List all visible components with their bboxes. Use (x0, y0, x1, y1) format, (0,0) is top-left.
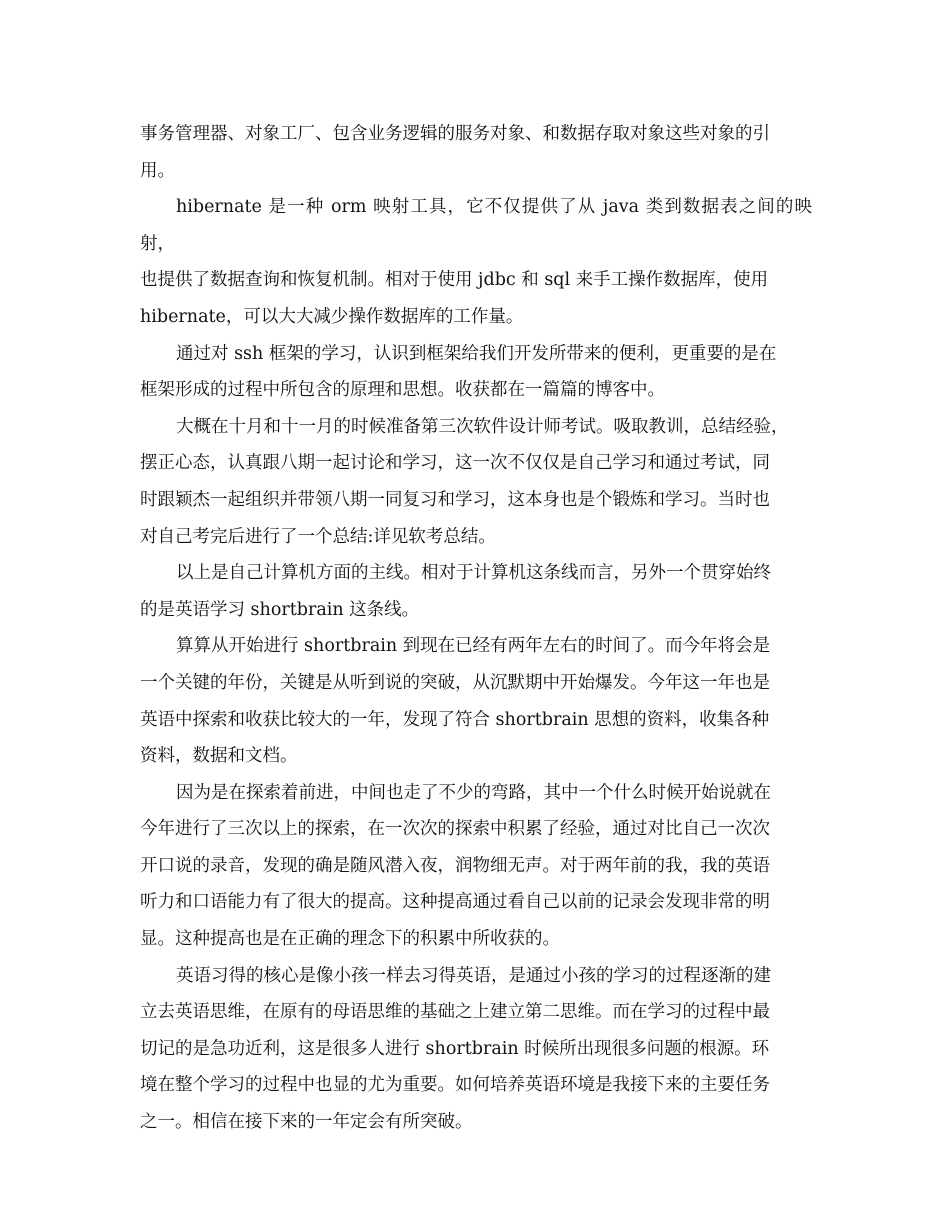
text-line: 框架形成的过程中所包含的原理和思想。收获都在一篇篇的博客中。 (140, 380, 665, 401)
paragraph (140, 775, 812, 958)
text-line: 之一。相信在接下来的一年定会有所突破。 (140, 1112, 473, 1133)
text-line: 英语中探索和收获比较大的一年，发现了符合 shortbrain 思想的资料，收集各种 (140, 709, 770, 730)
paragraph (140, 555, 812, 628)
text-line: hibernate 是一种 orm 映射工具，它不仅提供了从 java 类到数据表之间的映射， (140, 197, 812, 254)
text-line: 今年进行了三次以上的探索，在一次次的探索中积累了经验，通过对比自己一次次 (140, 819, 770, 840)
text-line: 一个关键的年份，关键是从听到说的突破，从沉默期中开始爆发。今年这一年也是 (140, 672, 770, 693)
text-line: 大概在十月和十一月的时候准备第三次软件设计师考试。吸取教训，总结经验， (176, 416, 789, 437)
paragraph (140, 116, 812, 189)
paragraph (140, 958, 812, 1141)
text-line: 用。 (140, 160, 175, 181)
text-line: 通过对 ssh 框架的学习，认识到框架给我们开发所带来的便利，更重要的是在 (176, 343, 777, 364)
text-line: 也提供了数据查询和恢复机制。相对于使用 jdbc 和 sql 来手工操作数据库，使用 (140, 270, 769, 291)
text-line: 摆正心态，认真跟八期一起讨论和学习，这一次不仅仅是自己学习和通过考试，同 (140, 453, 770, 474)
paragraph (140, 336, 812, 409)
text-line: 资料，数据和文档。 (140, 746, 298, 767)
body-text (140, 116, 812, 1141)
paragraph (140, 628, 812, 774)
text-line: 显。这种提高也是在正确的理念下的积累中所收获的。 (140, 929, 560, 950)
paragraph (140, 189, 812, 335)
text-line: 事务管理器、对象工厂、包含业务逻辑的服务对象、和数据存取对象这些对象的引 (140, 124, 770, 144)
text-line: 切记的是急功近利，这是很多人进行 shortbrain 时候所出现很多问题的根源。环 (140, 1038, 770, 1059)
text-line: 听力和口语能力有了很大的提高。这种提高通过看自己以前的记录会发现非常的明 (140, 892, 770, 913)
text-line: 立去英语思维，在原有的母语思维的基础之上建立第二思维。而在学习的过程中最 (140, 1002, 770, 1023)
text-line: 开口说的录音，发现的确是随风潜入夜，润物细无声。对于两年前的我，我的英语 (140, 855, 770, 876)
text-line: hibernate，可以大大减少操作数据库的工作量。 (140, 306, 524, 327)
text-line: 的是英语学习 shortbrain 这条线。 (140, 599, 420, 620)
text-line: 英语习得的核心是像小孩一样去习得英语，是通过小孩的学习的过程逐渐的建 (176, 965, 771, 986)
text-line: 境在整个学习的过程中也显的尤为重要。如何培养英语环境是我接下来的主要任务 (140, 1075, 770, 1096)
text-line: 算算从开始进行 shortbrain 到现在已经有两年左右的时间了。而今年将会是 (176, 636, 771, 657)
text-line: 时跟颖杰一起组织并带领八期一同复习和学习，这本身也是个锻炼和学习。当时也 (140, 489, 770, 510)
text-line: 以上是自己计算机方面的主线。相对于计算机这条线而言，另外一个贯穿始终 (176, 563, 771, 584)
text-line: 因为是在探索着前进，中间也走了不少的弯路，其中一个什么时候开始说就在 (176, 782, 771, 803)
text-line: 对自己考完后进行了一个总结:详见软考总结。 (140, 526, 496, 547)
paragraph (140, 409, 812, 555)
